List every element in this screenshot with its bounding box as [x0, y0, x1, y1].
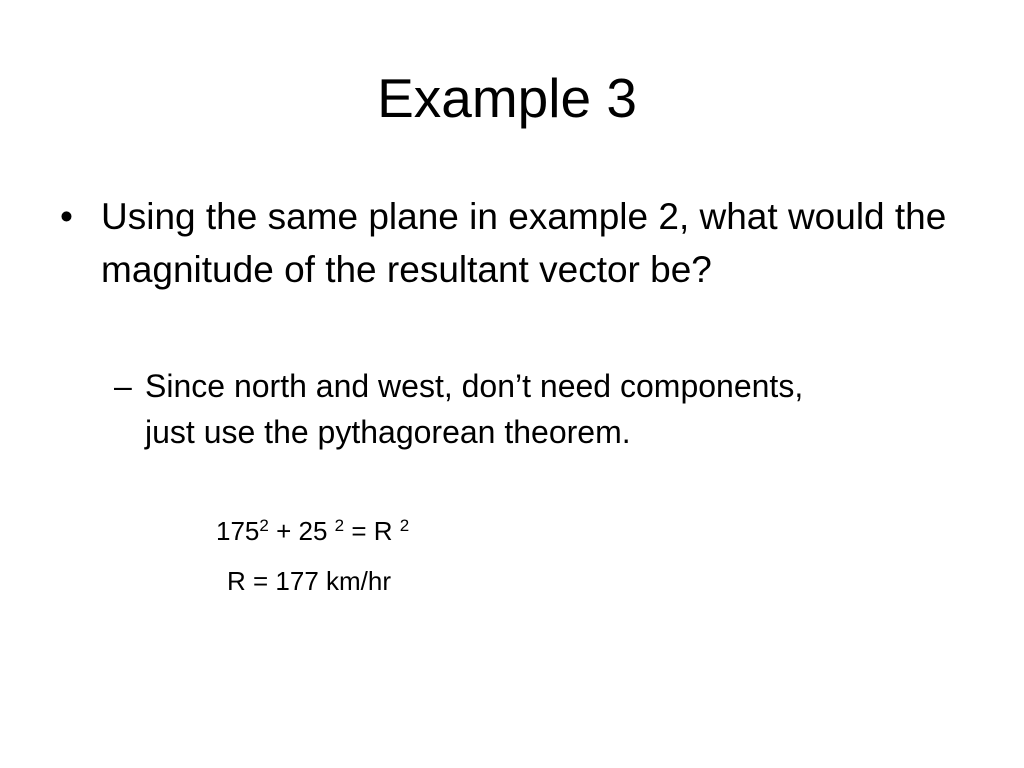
bullet-marker: •: [60, 196, 73, 237]
equation-equals-r: = R: [344, 516, 400, 546]
exponent-3: 2: [399, 516, 410, 535]
sub-bullet-marker: –: [114, 368, 132, 404]
equation-plus-25: + 25: [268, 516, 335, 546]
pythagorean-equation: [216, 515, 409, 551]
equation-term-175: 175: [216, 516, 260, 546]
exponent-1: 2: [259, 516, 269, 535]
bullet-text: Using the same plane in example 2, what would the magnitude of the resultant vector be?: [101, 196, 947, 290]
slide-title: Example 3: [377, 67, 637, 129]
sub-bullet-text: Since north and west, don’t need components, just use the pythagorean theorem.: [145, 368, 804, 450]
result-equation: R = 177 km/hr: [227, 566, 392, 596]
exponent-2: 2: [334, 516, 345, 535]
